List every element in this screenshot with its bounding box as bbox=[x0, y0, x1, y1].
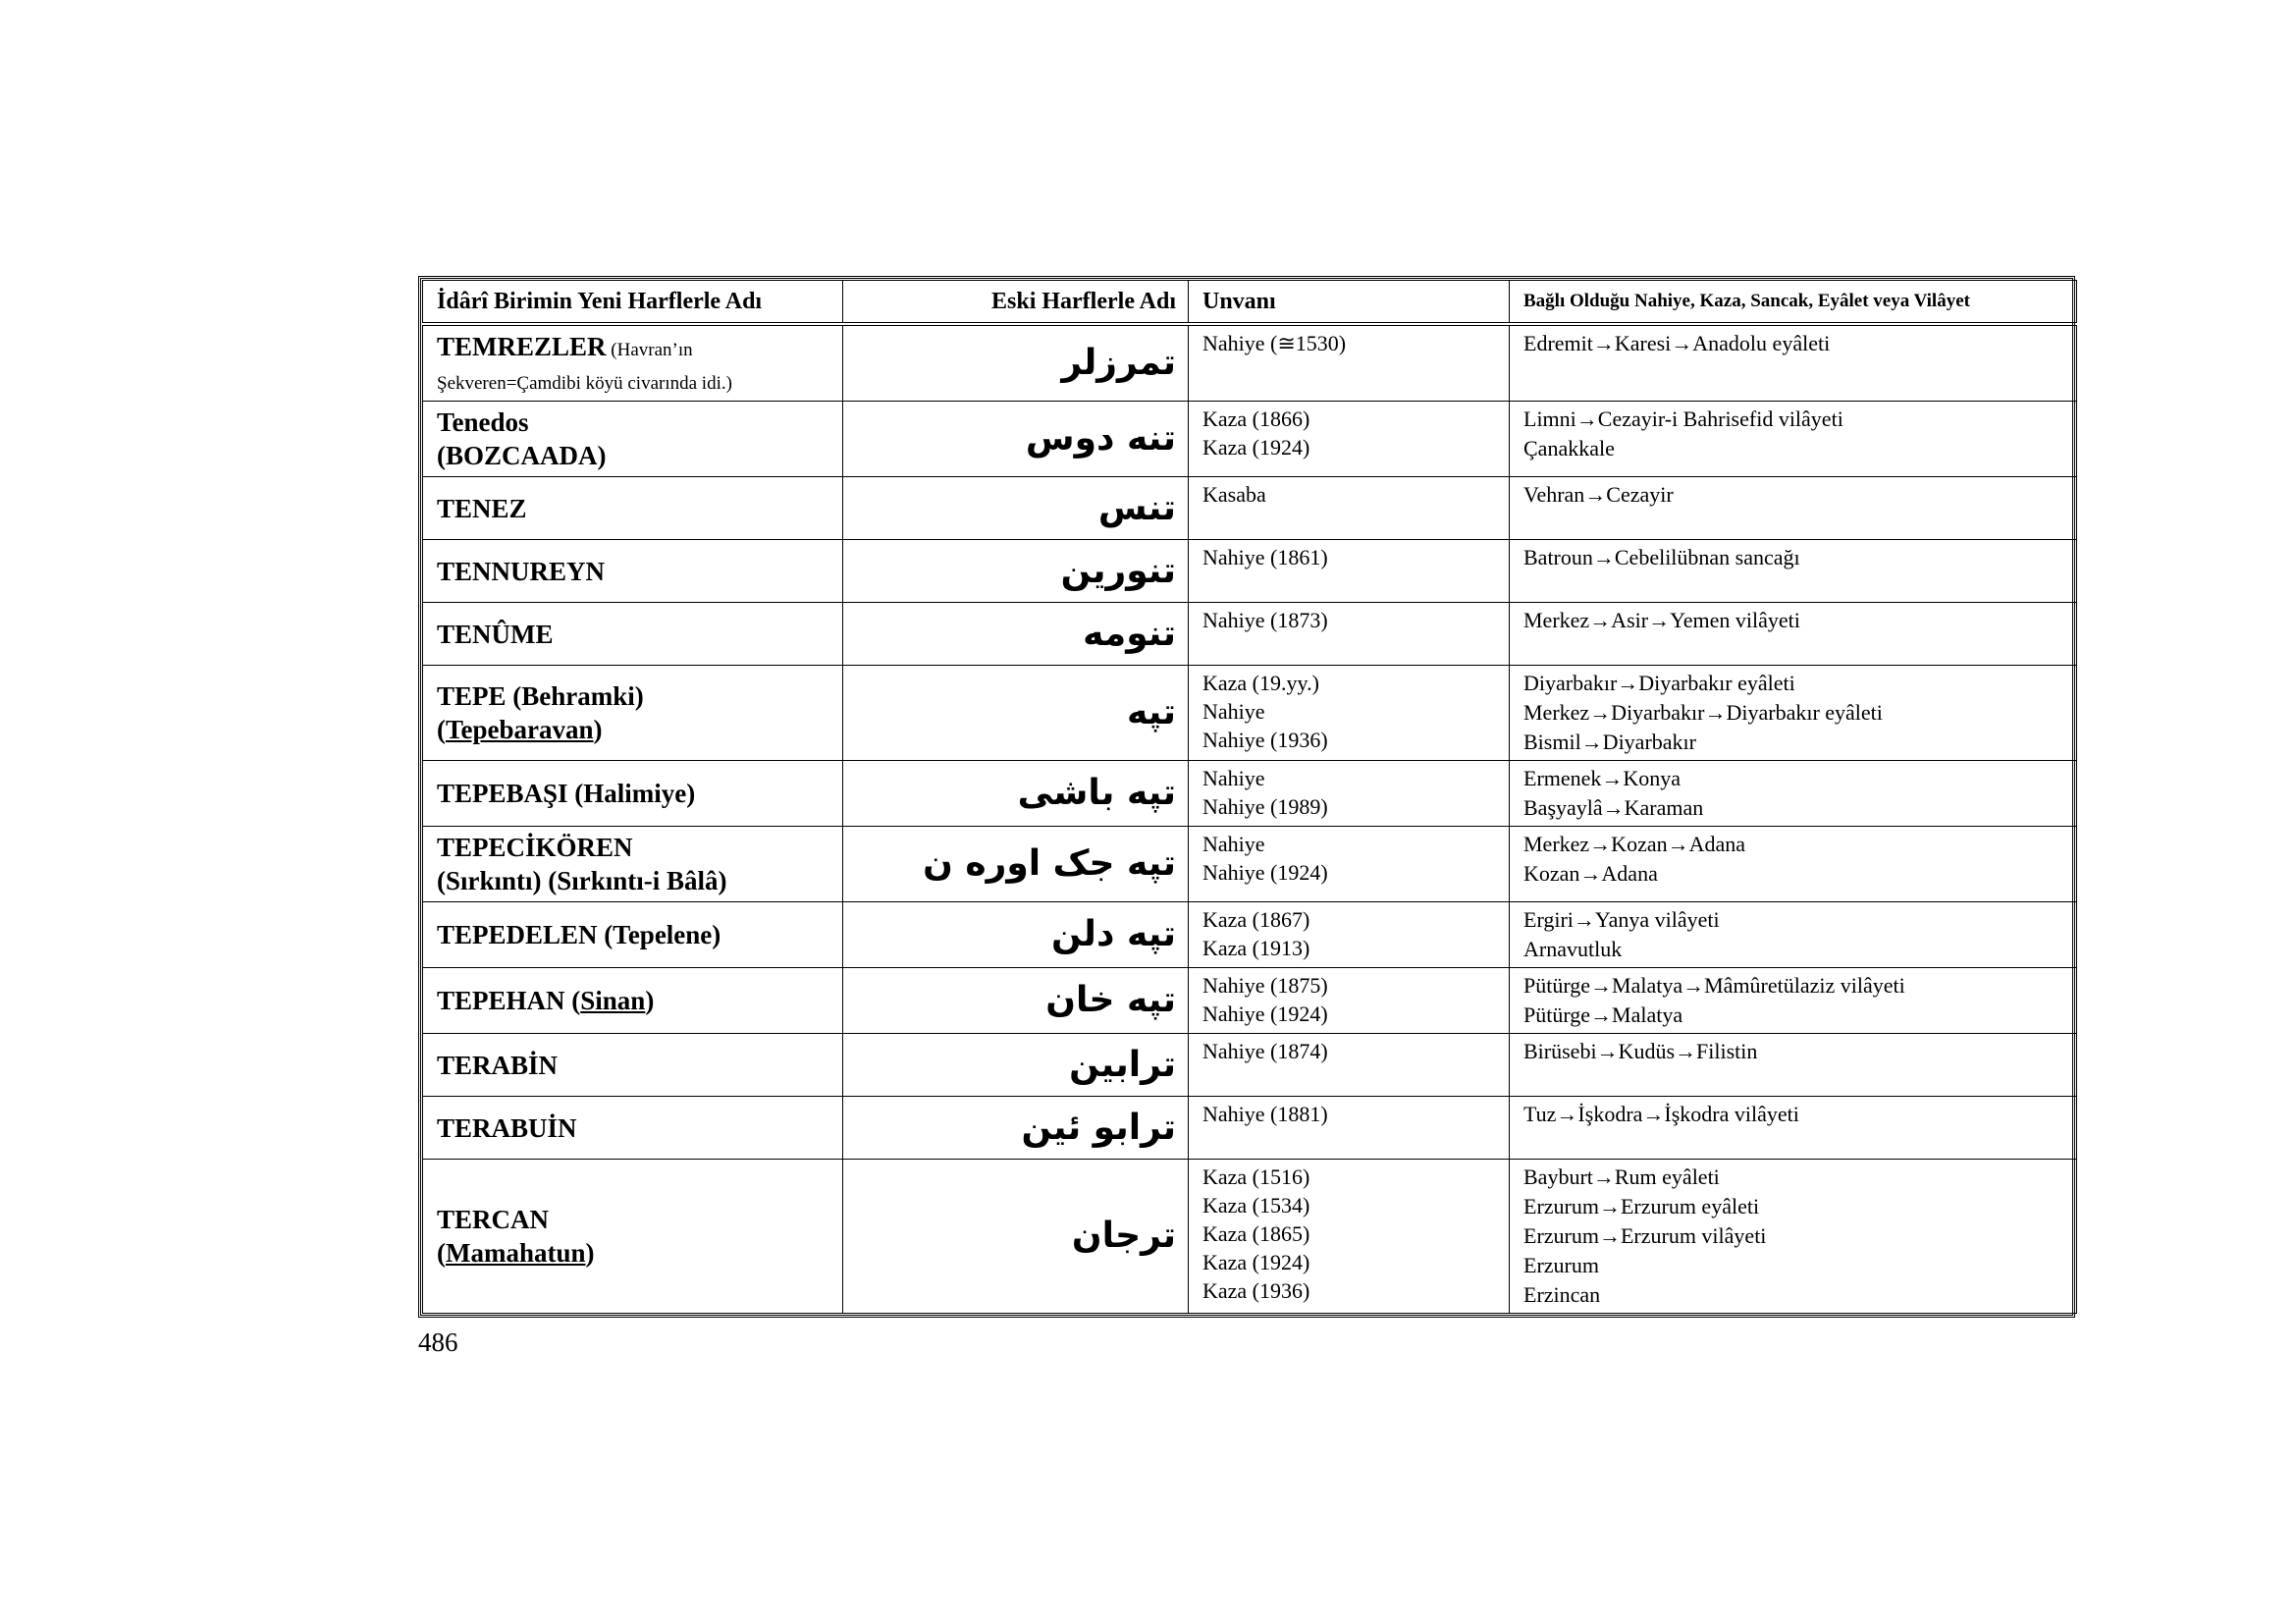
bagli-line: Bayburt→Rum eyâleti bbox=[1523, 1164, 1720, 1189]
bagli-line: Merkez→Kozan→Adana bbox=[1523, 832, 1746, 856]
unvan-line: Kaza (19.yy.) bbox=[1202, 671, 1319, 695]
cell-new-name bbox=[423, 666, 843, 761]
cell-new-name bbox=[423, 761, 843, 827]
bagli-line: Merkez→Diyarbakır→Diyarbakır eyâleti bbox=[1523, 700, 1883, 725]
table-row bbox=[423, 402, 2077, 477]
bagli-line: Erzurum→Erzurum eyâleti bbox=[1523, 1194, 1760, 1218]
bagli-line: Ergiri→Yanya vilâyeti bbox=[1523, 907, 1720, 932]
unit-name-part: TEPEHAN ( bbox=[437, 986, 581, 1015]
unit-name: TEPEDELEN (Tepelene) bbox=[437, 920, 721, 949]
unit-name: TENNUREYN bbox=[437, 556, 606, 586]
unvan-line: Kaza (1936) bbox=[1202, 1278, 1310, 1303]
unit-alt-name bbox=[437, 713, 828, 746]
cell-unvan bbox=[1189, 603, 1510, 666]
unvan-line: Nahiye bbox=[1202, 832, 1265, 856]
unvan-line: Nahiye (1861) bbox=[1202, 545, 1328, 569]
cell-unvan bbox=[1189, 477, 1510, 540]
table-row bbox=[423, 761, 2077, 827]
cell-bagli bbox=[1510, 827, 2077, 902]
cell-bagli bbox=[1510, 761, 2077, 827]
unvan-line: Nahiye (1875) bbox=[1202, 973, 1328, 998]
table-header-row bbox=[423, 281, 2077, 325]
cell-old-name: تپه باشى bbox=[843, 761, 1189, 827]
bagli-line: Erzurum→Erzurum vilâyeti bbox=[1523, 1223, 1767, 1248]
table-row bbox=[423, 1034, 2077, 1097]
cell-bagli bbox=[1510, 1034, 2077, 1097]
table-row bbox=[423, 827, 2077, 902]
unit-alt-name-underlined: Tepebaravan bbox=[446, 715, 594, 744]
cell-new-name bbox=[423, 827, 843, 902]
bagli-line: Pütürge→Malatya→Mâmûretülaziz vilâyeti bbox=[1523, 973, 1905, 998]
table-row bbox=[423, 902, 2077, 968]
header-bagli: Bağlı Olduğu Nahiye, Kaza, Sancak, Eyâlet veya Vilâyet bbox=[1510, 281, 2077, 325]
unvan-line: Kaza (1924) bbox=[1202, 1250, 1310, 1274]
table-row bbox=[423, 324, 2077, 402]
bagli-line: Edremit→Karesi→Anadolu eyâleti bbox=[1523, 331, 1831, 355]
unit-alt-name bbox=[437, 1236, 828, 1270]
cell-unvan bbox=[1189, 324, 1510, 402]
cell-unvan bbox=[1189, 1034, 1510, 1097]
cell-old-name: ترجان bbox=[843, 1160, 1189, 1314]
cell-new-name bbox=[423, 324, 843, 402]
bagli-line: Pütürge→Malatya bbox=[1523, 1002, 1683, 1027]
header-new-name: İdârî Birimin Yeni Harflerle Adı bbox=[423, 281, 843, 325]
unvan-line: Kaza (1865) bbox=[1202, 1221, 1310, 1246]
bagli-line: Tuz→İşkodra→İşkodra vilâyeti bbox=[1523, 1102, 1799, 1126]
cell-unvan bbox=[1189, 540, 1510, 603]
cell-bagli bbox=[1510, 402, 2077, 477]
unit-name: TEMREZLER bbox=[437, 332, 607, 361]
table-row bbox=[423, 603, 2077, 666]
cell-old-name: تنومه bbox=[843, 603, 1189, 666]
cell-old-name: تپه bbox=[843, 666, 1189, 761]
bagli-line: Başyaylâ→Karaman bbox=[1523, 795, 1704, 820]
unvan-line: Nahiye (≅1530) bbox=[1202, 331, 1347, 355]
unvan-line: Kaza (1866) bbox=[1202, 406, 1310, 431]
cell-old-name: تنس bbox=[843, 477, 1189, 540]
bagli-line: Erzincan bbox=[1523, 1282, 1601, 1307]
cell-unvan bbox=[1189, 827, 1510, 902]
header-old-name: Eski Harflerle Adı bbox=[843, 281, 1189, 325]
cell-bagli bbox=[1510, 666, 2077, 761]
cell-new-name bbox=[423, 603, 843, 666]
unit-alt-name-underlined: Mamahatun bbox=[446, 1238, 586, 1268]
table-row bbox=[423, 540, 2077, 603]
bagli-line: Limni→Cezayir-i Bahrisefid vilâyeti bbox=[1523, 406, 1843, 431]
unvan-line: Nahiye (1936) bbox=[1202, 728, 1328, 752]
unit-note: (Havran’ın Şekveren=Çamdibi köyü civarında idi.) bbox=[437, 340, 732, 394]
bagli-line: Ermenek→Konya bbox=[1523, 766, 1682, 790]
unvan-line: Nahiye (1924) bbox=[1202, 860, 1328, 885]
cell-new-name bbox=[423, 1097, 843, 1160]
unvan-line: Nahiye (1881) bbox=[1202, 1102, 1328, 1126]
unvan-line: Kaza (1867) bbox=[1202, 907, 1310, 932]
header-unvan: Unvanı bbox=[1189, 281, 1510, 325]
cell-old-name: تپه دلن bbox=[843, 902, 1189, 968]
unvan-line: Nahiye bbox=[1202, 699, 1265, 724]
cell-bagli bbox=[1510, 1097, 2077, 1160]
cell-new-name bbox=[423, 402, 843, 477]
cell-unvan bbox=[1189, 968, 1510, 1034]
unit-alt-name: (Sırkıntı) (Sırkıntı-i Bâlâ) bbox=[437, 866, 727, 895]
bagli-line: Diyarbakır→Diyarbakır eyâleti bbox=[1523, 671, 1795, 695]
bagli-line: Erzurum bbox=[1523, 1253, 1599, 1277]
cell-new-name bbox=[423, 968, 843, 1034]
unvan-line: Kaza (1913) bbox=[1202, 936, 1310, 960]
bagli-line: Kozan→Adana bbox=[1523, 861, 1658, 886]
cell-unvan bbox=[1189, 761, 1510, 827]
unvan-line: Nahiye (1874) bbox=[1202, 1039, 1328, 1063]
table-row bbox=[423, 968, 2077, 1034]
unvan-line: Nahiye (1873) bbox=[1202, 608, 1328, 632]
unvan-line: Nahiye (1924) bbox=[1202, 1001, 1328, 1026]
cell-bagli bbox=[1510, 324, 2077, 402]
bagli-line: Birüsebi→Kudüs→Filistin bbox=[1523, 1039, 1758, 1063]
bagli-line: Arnavutluk bbox=[1523, 937, 1623, 961]
table-row bbox=[423, 1097, 2077, 1160]
cell-bagli bbox=[1510, 1160, 2077, 1314]
unit-name: TERABUİN bbox=[437, 1112, 577, 1143]
unvan-line: Kaza (1534) bbox=[1202, 1193, 1310, 1218]
unit-alt-name-part: ) bbox=[585, 1238, 595, 1268]
unit-name: TEPE (Behramki) bbox=[437, 681, 644, 711]
cell-old-name: تپه خان bbox=[843, 968, 1189, 1034]
cell-new-name bbox=[423, 1160, 843, 1314]
page-number: 486 bbox=[418, 1327, 458, 1357]
unit-alt-name-part: ( bbox=[437, 1238, 446, 1268]
unit-alt-name-part: ) bbox=[593, 715, 603, 744]
cell-unvan bbox=[1189, 1160, 1510, 1314]
unit-name-underlined: Sinan bbox=[580, 986, 646, 1015]
cell-bagli bbox=[1510, 477, 2077, 540]
cell-bagli bbox=[1510, 968, 2077, 1034]
cell-old-name: تپه جک اوره ن bbox=[843, 827, 1189, 902]
bagli-line: Vehran→Cezayir bbox=[1523, 482, 1674, 507]
unit-name: TERABİN bbox=[437, 1050, 559, 1080]
toponym-table bbox=[422, 280, 2077, 1314]
bagli-line: Çanakkale bbox=[1523, 436, 1615, 460]
cell-new-name bbox=[423, 1034, 843, 1097]
unvan-line: Kasaba bbox=[1202, 482, 1266, 507]
bagli-line: Bismil→Diyarbakır bbox=[1523, 730, 1696, 754]
table-row bbox=[423, 477, 2077, 540]
cell-new-name bbox=[423, 477, 843, 540]
cell-bagli bbox=[1510, 603, 2077, 666]
unvan-line: Nahiye bbox=[1202, 766, 1265, 790]
unit-alt-name-part: ( bbox=[437, 715, 446, 744]
cell-old-name: تمرزلر bbox=[843, 324, 1189, 402]
unit-alt-name: (BOZCAADA) bbox=[437, 441, 607, 470]
toponym-table-frame bbox=[418, 276, 2075, 1318]
cell-unvan bbox=[1189, 902, 1510, 968]
table-row bbox=[423, 666, 2077, 761]
unvan-line: Kaza (1516) bbox=[1202, 1164, 1310, 1189]
cell-unvan bbox=[1189, 666, 1510, 761]
unit-name-part: ) bbox=[645, 986, 655, 1015]
cell-bagli bbox=[1510, 902, 2077, 968]
cell-new-name bbox=[423, 540, 843, 603]
unit-name: Tenedos bbox=[437, 407, 529, 437]
cell-old-name: تنه دوس bbox=[843, 402, 1189, 477]
unit-name: TEPECİKÖREN bbox=[437, 833, 633, 862]
cell-old-name: ترابين bbox=[843, 1034, 1189, 1097]
unit-name: TEPEBAŞI (Halimiye) bbox=[437, 779, 696, 808]
unit-name: TENÛME bbox=[437, 619, 554, 649]
cell-new-name bbox=[423, 902, 843, 968]
unit-name: TENEZ bbox=[437, 493, 527, 523]
table-body bbox=[423, 324, 2077, 1314]
cell-unvan bbox=[1189, 1097, 1510, 1160]
cell-bagli bbox=[1510, 540, 2077, 603]
table-row bbox=[423, 1160, 2077, 1314]
unvan-line: Nahiye (1989) bbox=[1202, 794, 1328, 819]
unit-name: TERCAN bbox=[437, 1205, 550, 1234]
bagli-line: Merkez→Asir→Yemen vilâyeti bbox=[1523, 608, 1800, 632]
unvan-line: Kaza (1924) bbox=[1202, 435, 1310, 460]
cell-unvan bbox=[1189, 402, 1510, 477]
bagli-line: Batroun→Cebelilübnan sancağı bbox=[1523, 545, 1800, 569]
cell-old-name: تنورين bbox=[843, 540, 1189, 603]
cell-old-name: ترابو ئين bbox=[843, 1097, 1189, 1160]
